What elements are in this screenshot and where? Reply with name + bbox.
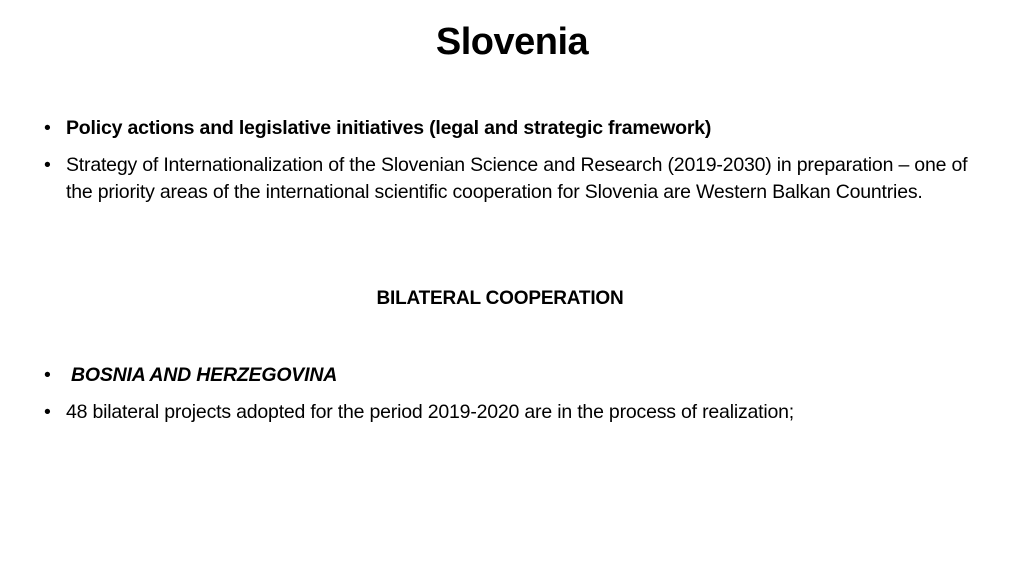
bullet-point-icon: •: [44, 117, 51, 139]
bullet-item-strategy: [44, 152, 974, 206]
bullet-list-framework: [44, 115, 974, 206]
subheading-bilateral-cooperation: BILATERAL COOPERATION: [376, 288, 624, 309]
bullet-text-projects: 48 bilateral projects adopted for the period 2019-2020 are in the process of realization;: [66, 401, 795, 423]
bullet-text-bosnia: BOSNIA AND HERZEGOVINA: [71, 364, 338, 386]
bullet-item-bosnia: [44, 362, 974, 389]
bullet-list-bilateral: [44, 362, 974, 426]
bullet-point-icon: •: [44, 154, 51, 176]
bullet-point-icon: •: [44, 401, 51, 423]
bullet-point-icon: •: [44, 364, 51, 386]
bullet-item-projects: [44, 399, 974, 426]
slide-title: Slovenia: [435, 21, 589, 63]
bullet-text-strategy: Strategy of Internationalization of the Slovenian Science and Research (2019-2030) in preparation – one of the priority areas of the international scientific cooperation for Slovenia are Western Balkan Countries.: [66, 154, 968, 203]
bullet-text-policy-actions: Policy actions and legislative initiatives (legal and strategic framework): [66, 117, 712, 139]
bullet-item-policy-actions: [44, 115, 974, 142]
